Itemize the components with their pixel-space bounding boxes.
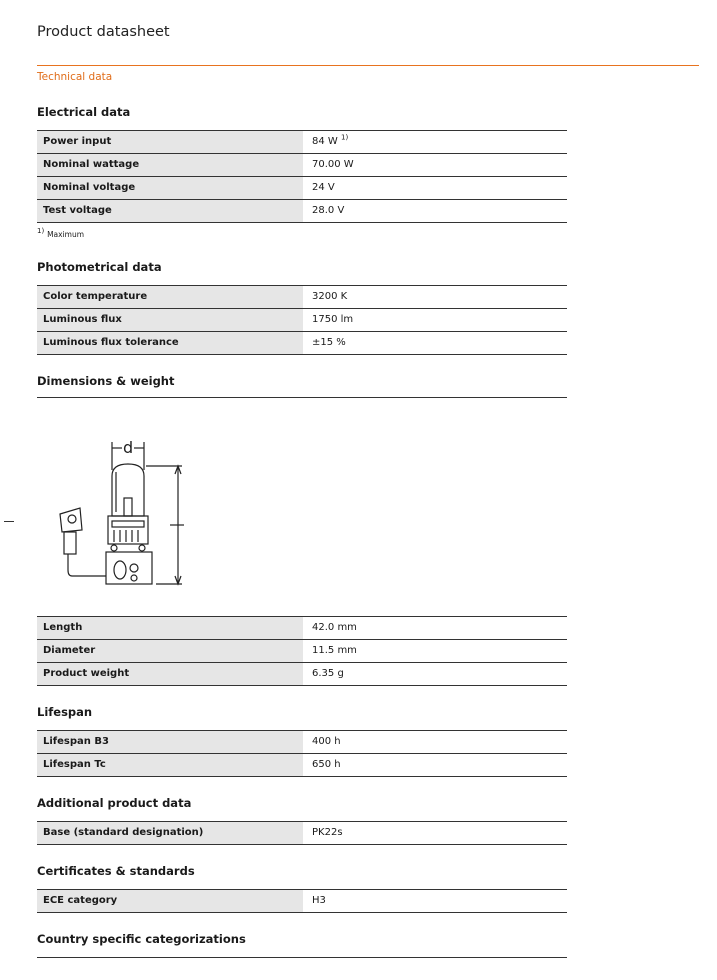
row-value: 24 V (312, 182, 335, 193)
row-value: 1750 lm (312, 314, 354, 325)
row-label: Nominal wattage (37, 154, 303, 176)
base-flange (106, 552, 152, 584)
technical-data-label: Technical data (37, 71, 113, 83)
terminal-tab (60, 508, 82, 532)
country-rule (37, 957, 567, 958)
row-value: 6.35 g (312, 668, 344, 679)
base-hole (139, 545, 145, 551)
row-label: Product weight (37, 663, 303, 685)
bulb-drawing (56, 436, 191, 586)
certificates-table (37, 889, 567, 913)
row-value: 42.0 mm (312, 622, 357, 633)
table-row (37, 617, 567, 640)
photometrical-title: Photometrical data (37, 260, 162, 274)
lifespan-table (37, 730, 567, 777)
row-label: Luminous flux tolerance (37, 332, 303, 354)
additional-table (37, 821, 567, 845)
table-row (37, 332, 567, 355)
table-row (37, 200, 567, 223)
terminal-hole (68, 515, 76, 523)
table-row (37, 640, 567, 663)
row-label: Lifespan B3 (37, 731, 303, 753)
row-label: Base (standard designation) (37, 822, 303, 844)
table-row (37, 731, 567, 754)
row-value: PK22s (312, 827, 343, 838)
row-value: 70.00 W (312, 159, 354, 170)
dim-label-d: d (123, 438, 134, 457)
base-hole (111, 545, 117, 551)
table-row (37, 890, 567, 913)
row-value: 3200 K (312, 291, 348, 302)
row-label: Diameter (37, 640, 303, 662)
lifespan-title: Lifespan (37, 705, 93, 719)
footnote-ref: 1) (340, 133, 349, 142)
page-title: Product datasheet (37, 24, 170, 40)
flange-hole (131, 575, 137, 581)
lead-wire (68, 554, 106, 576)
row-value: 28.0 V (312, 205, 345, 216)
row-label: Color temperature (37, 286, 303, 308)
table-row (37, 177, 567, 200)
row-value: 11.5 mm (312, 645, 357, 656)
row-label: Length (37, 617, 303, 639)
filament (124, 498, 132, 516)
electrical-title: Electrical data (37, 105, 131, 119)
table-row (37, 309, 567, 332)
dimensions-table (37, 616, 567, 686)
flange-hole (130, 564, 138, 572)
row-value: 650 h (312, 759, 341, 770)
row-label: Lifespan Tc (37, 754, 303, 776)
row-value: H3 (312, 895, 326, 906)
row-label: Test voltage (37, 200, 303, 222)
base-band (112, 521, 144, 527)
table-row (37, 286, 567, 309)
margin-mark (4, 521, 14, 522)
row-value: ±15 % (312, 337, 346, 348)
additional-title: Additional product data (37, 796, 192, 810)
bulb-glass (112, 464, 144, 516)
row-label: Power input (37, 131, 303, 153)
table-row (37, 822, 567, 845)
electrical-table (37, 130, 567, 223)
flange-hole (114, 561, 126, 579)
certificates-title: Certificates & standards (37, 864, 195, 878)
table-row (37, 154, 567, 177)
footnote: $^{1)}$ Maximum (37, 227, 85, 239)
dimensions-rule (37, 397, 567, 398)
header-divider (37, 65, 699, 66)
row-label: ECE category (37, 890, 303, 912)
row-label: Nominal voltage (37, 177, 303, 199)
table-row (37, 663, 567, 686)
dimensions-title: Dimensions & weight (37, 374, 175, 388)
row-value: 84 W $^{1)}$ (312, 133, 349, 147)
row-value: 400 h (312, 736, 341, 747)
table-row (37, 754, 567, 777)
terminal (64, 532, 76, 554)
row-label: Luminous flux (37, 309, 303, 331)
photometrical-table (37, 285, 567, 355)
table-row (37, 131, 567, 154)
country-title: Country specific categorizations (37, 932, 246, 946)
